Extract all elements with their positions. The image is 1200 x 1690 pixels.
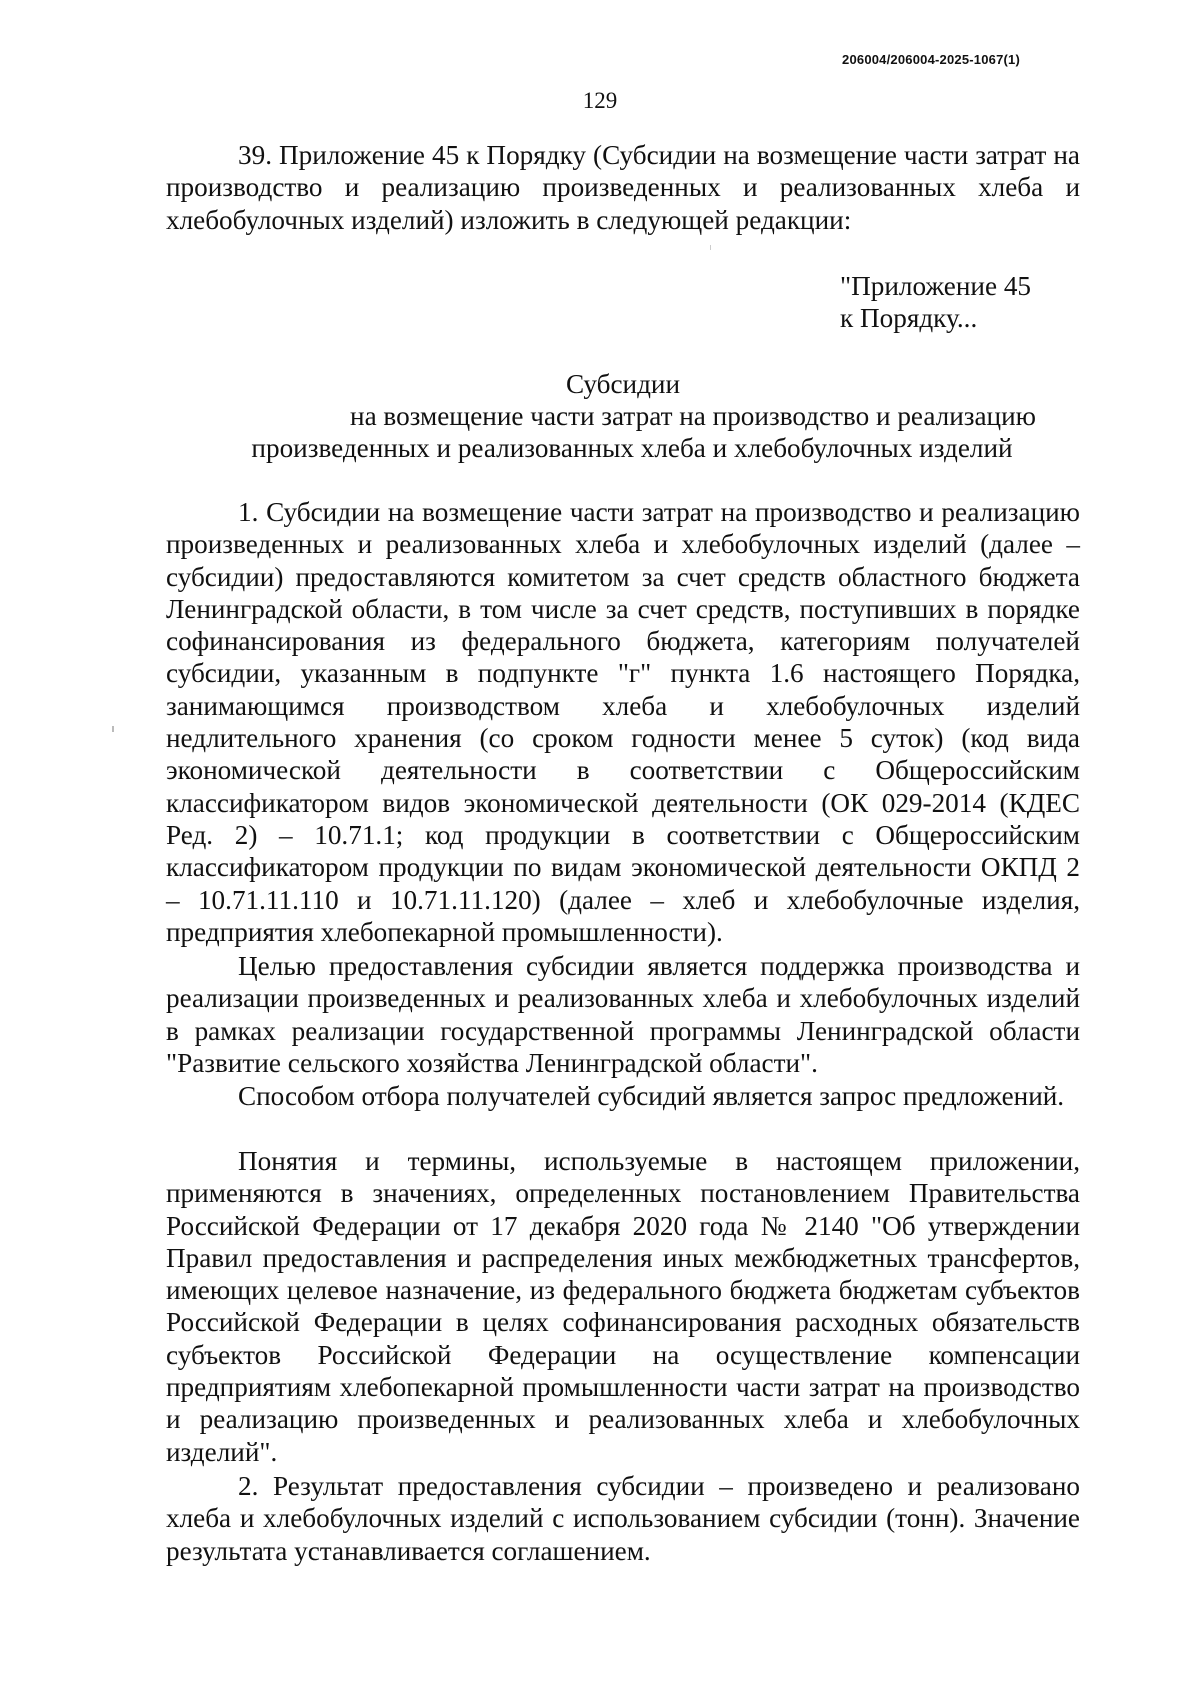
intro-paragraph: 39. Приложение 45 к Порядку (Субсидии на возмещение части затрат на производство и реализацию произведенных и реализованных хлеба и хлебобулочных изделий) изложить в следующей редакции: (166, 140, 1080, 235)
page-number: 129 (582, 88, 618, 113)
paragraph-4: Понятия и термины, используемые в настоящем приложении, применяются в значениях, определенных постановлением Правительства Российской Федерации от 17 декабря 2020 года № 2140 "Об утверждении Правил предоставления и распределения иных межбюджетных трансфертов, имеющих целевое назначение, из федерального бюджета бюджетам субъектов Российской Федерации в целях софинансирования расходных обязательств субъектов Российской Федерации на осуществление компенсации предприятиям хлебопекарной промышленности части затрат на производство и реализацию произведенных и реализованных хлеба и хлебобулочных изделий". (166, 1146, 1080, 1467)
paragraph-5: 2. Результат предоставления субсидии – произведено и реализовано хлеба и хлебобулочных изделий с использованием субсидии (тонн). Значение результата устанавливается соглашением. (166, 1471, 1080, 1566)
section-title (166, 368, 1080, 464)
appendix-reference (840, 270, 1080, 334)
scan-artifact (710, 245, 711, 250)
section-title-line-3: произведенных и реализованных хлеба и хлебобулочных изделий (251, 433, 1013, 463)
section-title-line-1: Субсидии (565, 369, 681, 399)
paragraph-3: Способом отбора получателей субсидий является запрос предложений. (238, 1081, 1065, 1111)
appendix-reference-line-2: к Порядку... (840, 303, 978, 333)
scan-artifact (112, 726, 114, 732)
appendix-reference-line-1: "Приложение 45 (840, 271, 1032, 301)
document-id: 206004/206004-2025-1067(1) (842, 52, 1020, 67)
paragraph-2: Целью предоставления субсидии является поддержка производства и реализации произведенных и реализованных хлеба и хлебобулочных изделий в рамках реализации государственной программы Ленинградской области "Развитие сельского хозяйства Ленинградской области". (166, 951, 1080, 1078)
paragraph-1: 1. Субсидии на возмещение части затрат на производство и реализацию произведенных и реализованных хлеба и хлебобулочных изделий (далее – субсидии) предоставляются комитетом за счет средств областного бюджета Ленинградской области, в том числе за счет средств, поступивших в порядке софинансирования из федерального бюджета, категориям получателей субсидии, указанным в подпункте "г" пункта 1.6 настоящего Порядка, занимающимся производством хлеба и хлебобулочных изделий недлительного хранения (со сроком годности менее 5 суток) (код вида экономической деятельности в соответствии с Общероссийским классификатором видов экономической деятельности (ОК 029-2014 (КДЕС Ред. 2) – 10.71.1; код продукции в соответствии с Общероссийским классификатором продукции по видам экономической деятельности ОКПД 2 – 10.71.11.110 и 10.71.11.120) (далее – хлеб и хлебобулочные изделия, предприятия хлебопекарной промышленности). (166, 497, 1080, 947)
section-title-line-2: на возмещение части затрат на производство и реализацию (350, 401, 1036, 431)
